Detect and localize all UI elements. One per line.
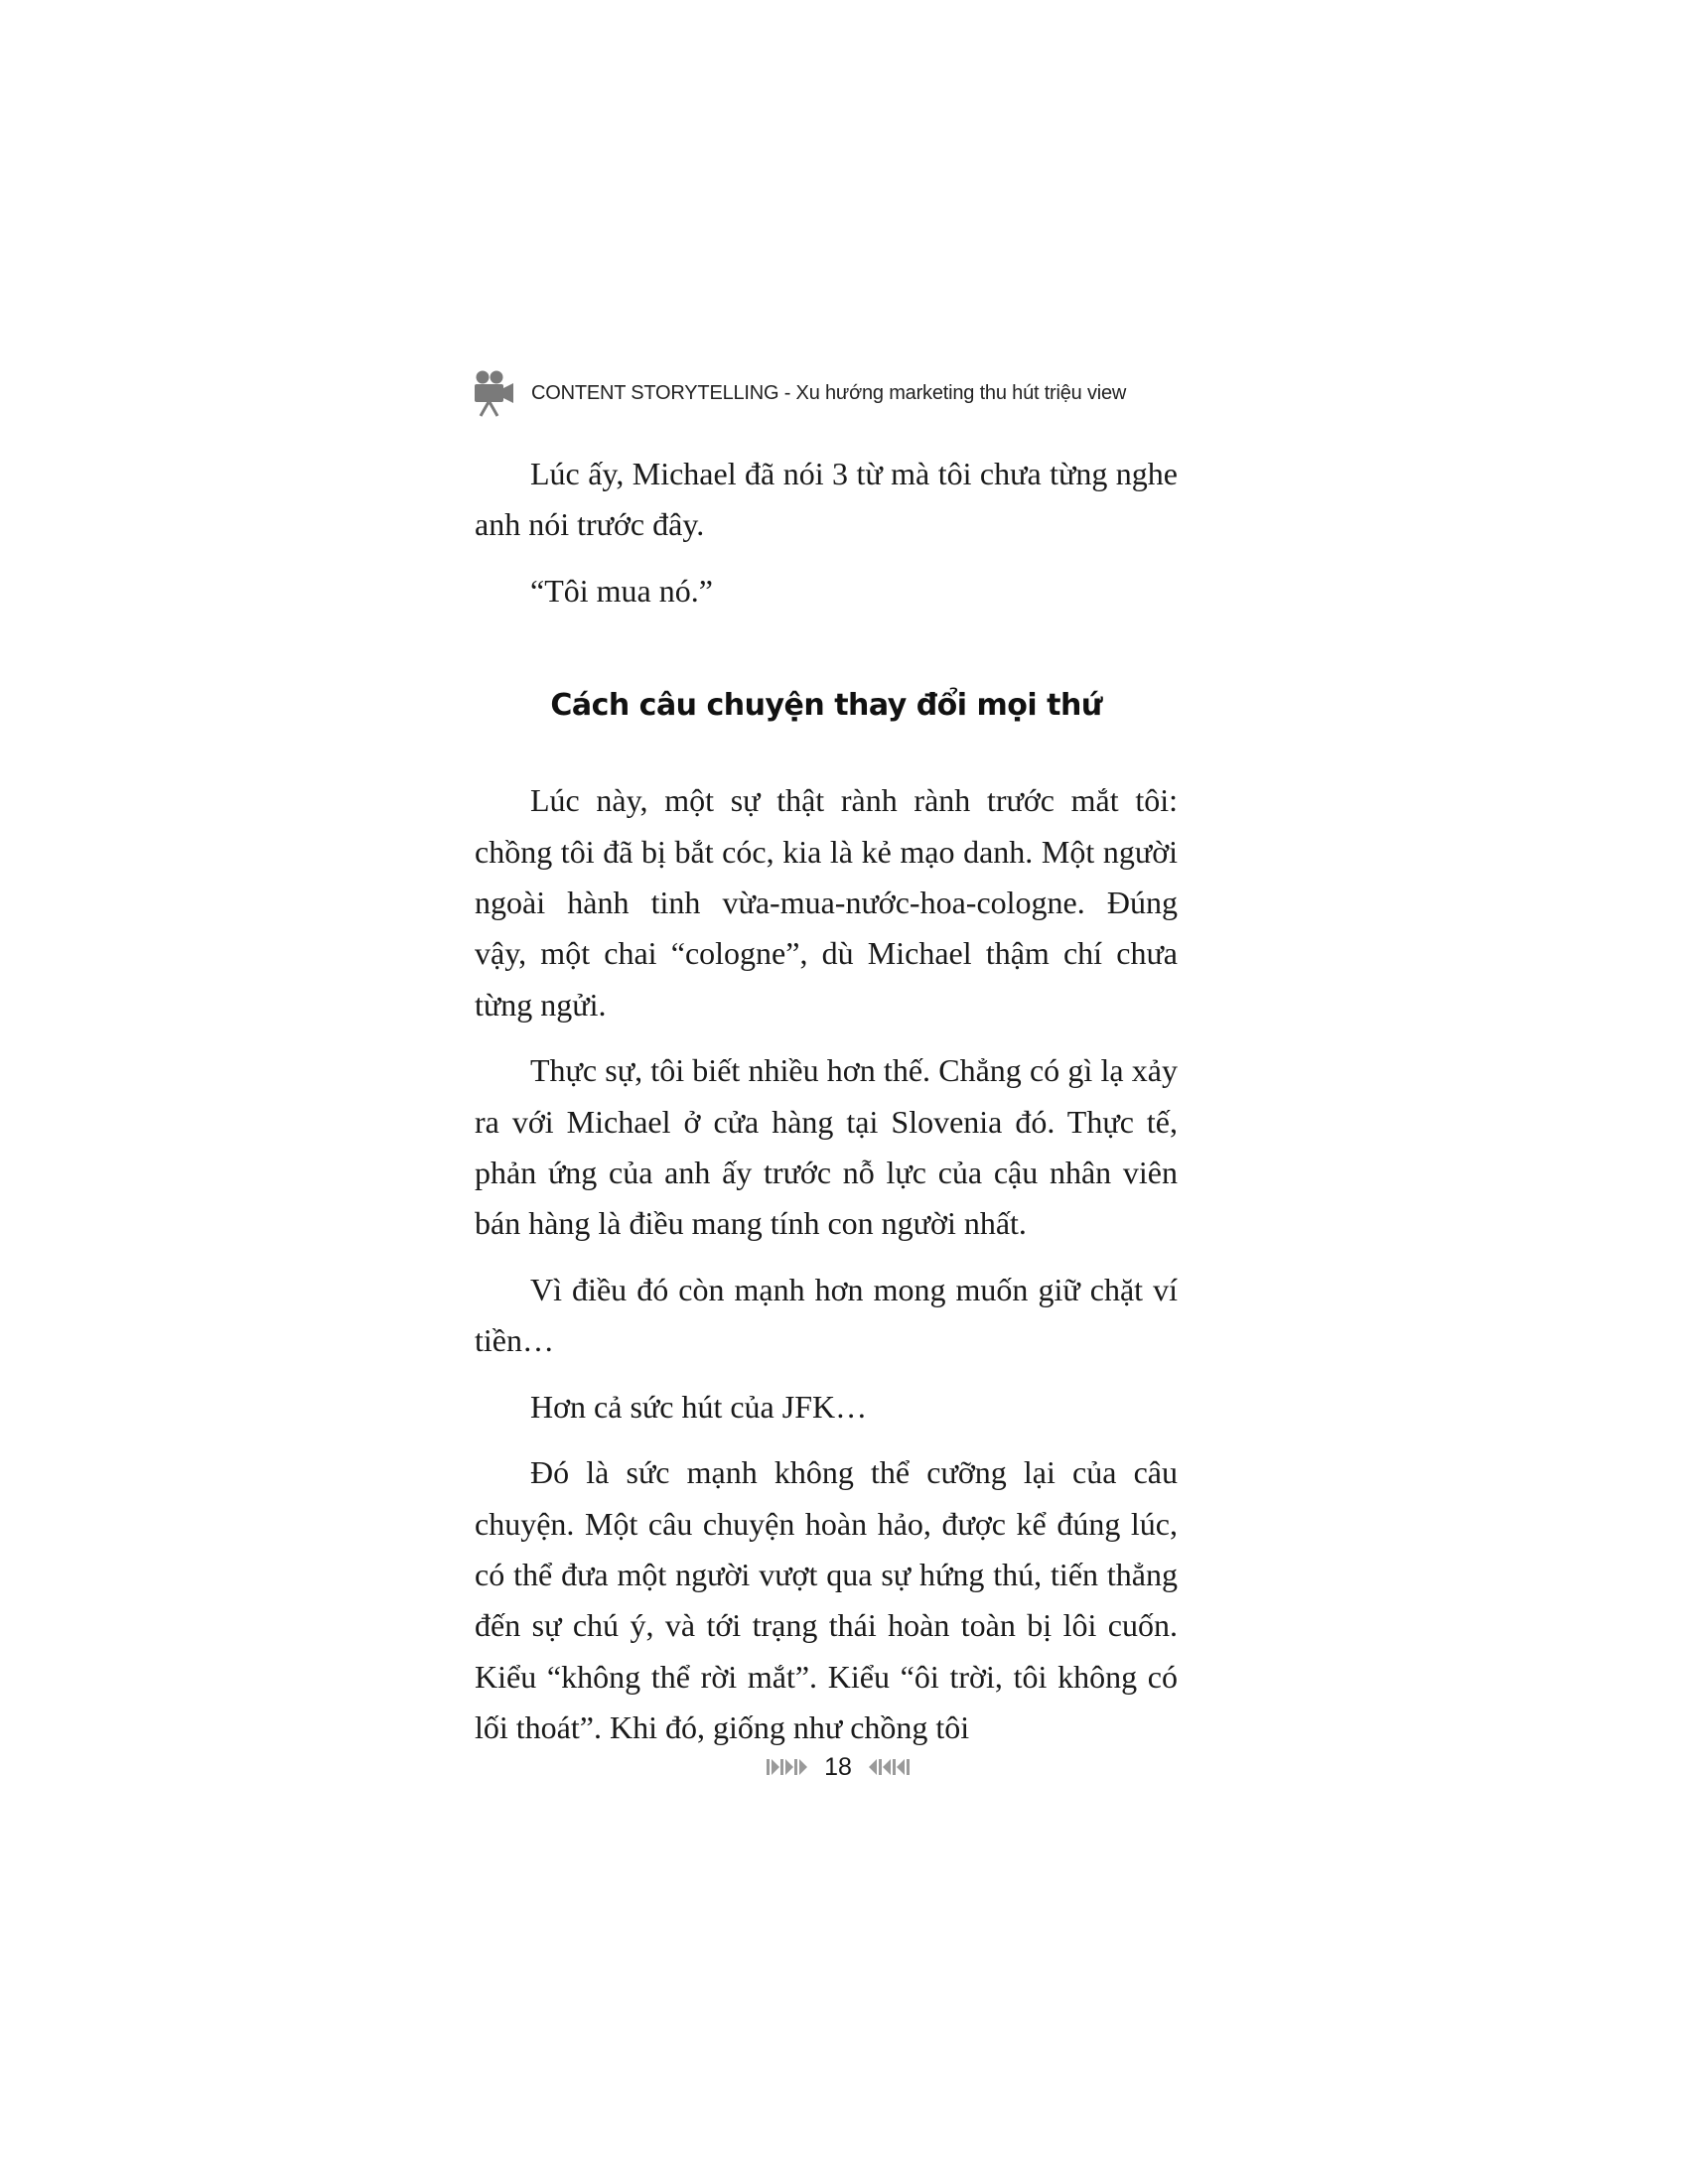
paragraph: Thực sự, tôi biết nhiều hơn thế. Chẳng có gì lạ xảy ra với Michael ở cửa hàng tại Slovenia đó. Thực tế, phản ứng của anh ấy trước nỗ lực của cậu nhân viên bán hàng là điều mang tính con người nhất. xyxy=(475,1052,1178,1242)
movie-camera-icon xyxy=(472,369,515,417)
running-header xyxy=(472,367,1187,419)
right-arrows-icon xyxy=(767,1756,810,1778)
left-arrows-icon xyxy=(866,1756,910,1778)
paragraph: Vì điều đó còn mạnh hơn mong muốn giữ chặt ví tiền… xyxy=(475,1271,1178,1359)
paragraph: “Tôi mua nó.” xyxy=(530,572,713,609)
running-header-title: CONTENT STORYTELLING - Xu hướng marketing thu hút triệu view xyxy=(531,381,1127,404)
paragraph: Lúc này, một sự thật rành rành trước mắt tôi: chồng tôi đã bị bắt cóc, kia là kẻ mạo danh. Một người ngoài hành tinh vừa-mua-nước-hoa-cologne. Đúng vậy, một chai “cologne”, dù Michael thậm chí chưa từng ngửi. xyxy=(475,782,1178,1023)
page-number: 18 xyxy=(824,1752,852,1781)
paragraph: Lúc ấy, Michael đã nói 3 từ mà tôi chưa từng nghe anh nói trước đây. xyxy=(475,456,1178,543)
paragraph: Hơn cả sức hút của JFK… xyxy=(530,1388,868,1425)
page-content xyxy=(475,449,1178,1769)
page-footer xyxy=(0,1747,1682,1787)
paragraph: Đó là sức mạnh không thể cưỡng lại của câu chuyện. Một câu chuyện hoàn hảo, được kể đúng lúc, có thể đưa một người vượt qua sự hứng thú, tiến thẳng đến sự chú ý, và tới trạng thái hoàn toàn bị lôi cuốn. Kiểu “không thể rời mắt”. Kiểu “ôi trời, tôi không có lối thoát”. Khi đó, giống như chồng tôi xyxy=(475,1454,1178,1746)
section-heading: Cách câu chuyện thay đổi mọi thứ xyxy=(550,688,1102,724)
